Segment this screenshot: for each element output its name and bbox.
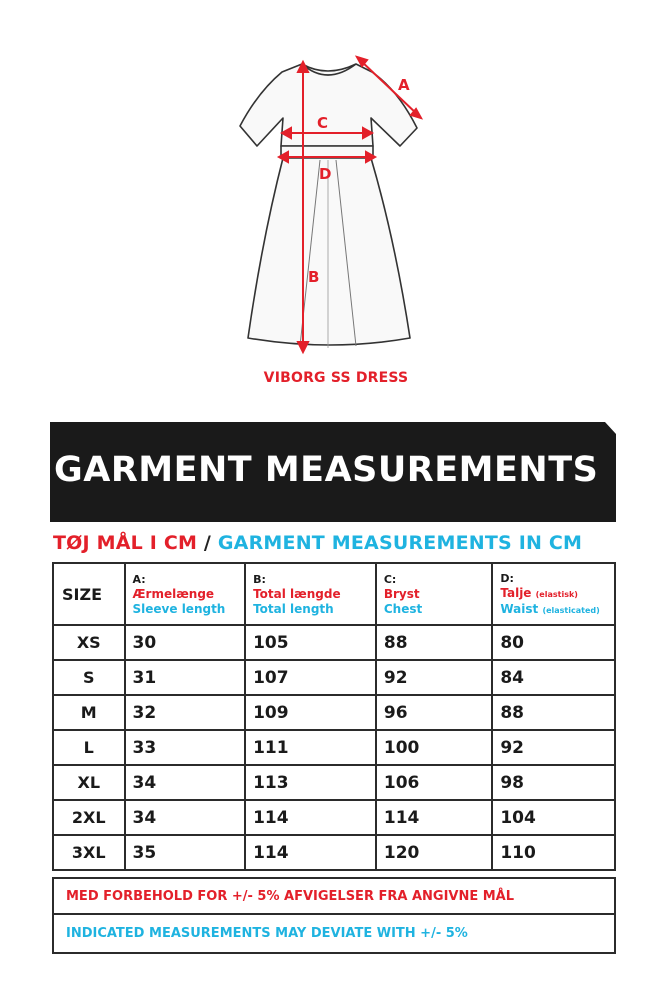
subtitle-separator: / (203, 532, 212, 554)
cell-b: 111 (245, 730, 376, 765)
cell-d: 88 (492, 695, 615, 730)
cell-b: 114 (245, 835, 376, 870)
cell-d: 104 (492, 800, 615, 835)
cell-b: 114 (245, 800, 376, 835)
cell-c: 120 (376, 835, 492, 870)
cell-b: 109 (245, 695, 376, 730)
cell-d: 84 (492, 660, 615, 695)
dress-diagram (0, 0, 666, 400)
cell-size: 2XL (53, 800, 125, 835)
cell-a: 32 (125, 695, 246, 730)
cell-b: 113 (245, 765, 376, 800)
table-row (53, 625, 615, 660)
measurement-table (52, 562, 616, 871)
cell-size: M (53, 695, 125, 730)
table-row (53, 765, 615, 800)
table-row (53, 835, 615, 870)
cell-d: 98 (492, 765, 615, 800)
note-danish: MED FORBEHOLD FOR +/- 5% AFVIGELSER FRA ANGIVNE MÅL (52, 877, 616, 915)
cell-a: 34 (125, 800, 246, 835)
cell-size: XS (53, 625, 125, 660)
subtitle-danish: TØJ MÅL I CM (53, 532, 198, 554)
table-header-row (53, 563, 615, 625)
cell-c: 100 (376, 730, 492, 765)
cell-a: 35 (125, 835, 246, 870)
header-a: A: Ærmelænge Sleeve length (125, 563, 246, 625)
header-c: C: Bryst Chest (376, 563, 492, 625)
note-english: INDICATED MEASUREMENTS MAY DEVIATE WITH +/- 5% (52, 915, 616, 954)
cell-d: 80 (492, 625, 615, 660)
cell-a: 30 (125, 625, 246, 660)
cell-size: S (53, 660, 125, 695)
cell-c: 114 (376, 800, 492, 835)
table-row (53, 800, 615, 835)
marker-b-label: B (308, 268, 320, 286)
cell-c: 88 (376, 625, 492, 660)
cell-a: 34 (125, 765, 246, 800)
cell-size: L (53, 730, 125, 765)
dress-sketch (0, 0, 666, 400)
table-row (53, 730, 615, 765)
cell-size: 3XL (53, 835, 125, 870)
cell-c: 96 (376, 695, 492, 730)
marker-a-label: A (398, 76, 410, 94)
cell-b: 107 (245, 660, 376, 695)
marker-c-label: C (317, 114, 329, 132)
cell-c: 106 (376, 765, 492, 800)
dress-title: VIBORG SS DRESS (263, 370, 409, 386)
table-row (53, 695, 615, 730)
cell-a: 31 (125, 660, 246, 695)
cell-size: XL (53, 765, 125, 800)
table-row (53, 660, 615, 695)
cell-b: 105 (245, 625, 376, 660)
marker-d-label: D (319, 165, 332, 183)
subtitle-english: GARMENT MEASUREMENTS IN CM (217, 532, 583, 554)
cell-d: 92 (492, 730, 615, 765)
cell-a: 33 (125, 730, 246, 765)
cell-d: 110 (492, 835, 615, 870)
header-d: D: Talje (elastisk) Waist (elasticated) (492, 563, 615, 625)
header-size: SIZE (53, 563, 125, 625)
banner-title: GARMENT MEASUREMENTS (54, 450, 599, 490)
subtitle (53, 532, 582, 554)
header-b: B: Total længde Total length (245, 563, 376, 625)
cell-c: 92 (376, 660, 492, 695)
